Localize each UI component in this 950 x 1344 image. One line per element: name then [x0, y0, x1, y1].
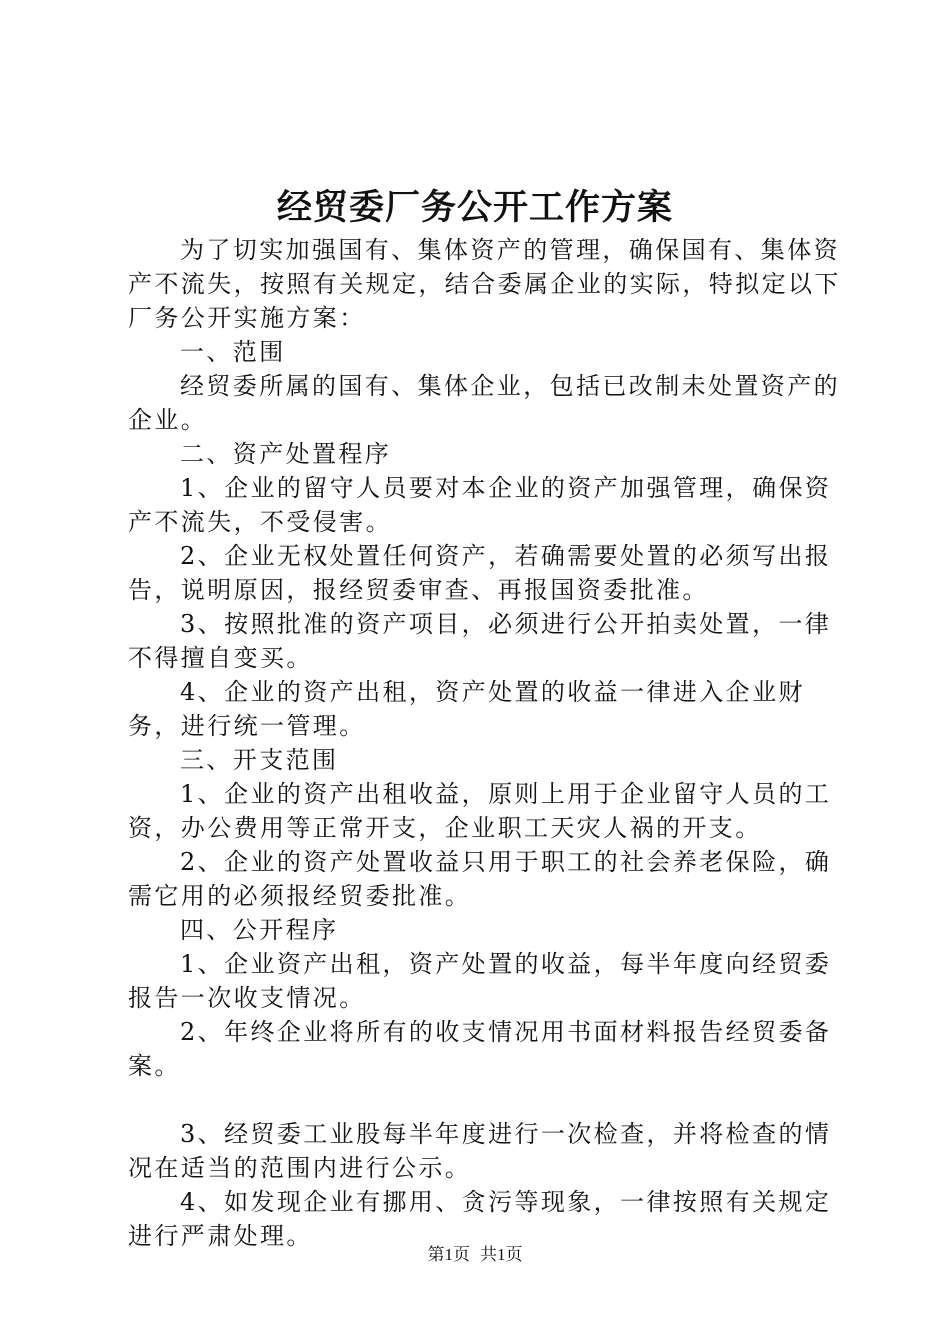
- page-number: 第1页: [427, 1245, 470, 1264]
- section-heading-asset-disposal: 二、资产处置程序: [180, 440, 392, 468]
- page-total: 共1页: [480, 1245, 523, 1264]
- expenditure-item-2: 2、企业的资产处置收益只用于职工的社会养老保险，确需它用的必须报经贸委批准。: [128, 848, 832, 910]
- disclosure-item-3: 3、经贸委工业股每半年度进行一次检查，并将检查的情况在适当的范围内进行公示。: [128, 1120, 832, 1182]
- document-body: [128, 233, 848, 1253]
- section-heading-expenditure: 三、开支范围: [180, 746, 339, 774]
- disclosure-item-2: 2、年终企业将所有的收支情况用书面材料报告经贸委备案。: [128, 1018, 832, 1080]
- asset-disposal-item-2: 2、企业无权处置任何资产，若确需要处置的必须写出报告，说明原因，报经贸委审查、再报国资委批准。: [128, 542, 832, 604]
- asset-disposal-item-1: 1、企业的留守人员要对本企业的资产加强管理，确保资产不流失，不受侵害。: [128, 474, 832, 536]
- disclosure-item-1: 1、企业资产出租，资产处置的收益，每半年度向经贸委报告一次收支情况。: [128, 950, 832, 1012]
- asset-disposal-item-3: 3、按照批准的资产项目，必须进行公开拍卖处置，一律不得擅自变买。: [128, 610, 832, 672]
- page-footer: [0, 1243, 950, 1267]
- section-heading-scope: 一、范围: [180, 338, 286, 366]
- section-heading-disclosure: 四、公开程序: [180, 916, 339, 944]
- scope-paragraph: 经贸委所属的国有、集体企业，包括已改制未处置资产的企业。: [128, 372, 840, 434]
- disclosure-item-4: 4、如发现企业有挪用、贪污等现象，一律按照有关规定进行严肃处理。: [128, 1188, 832, 1250]
- asset-disposal-item-4: 4、企业的资产出租，资产处置的收益一律进入企业财务，进行统一管理。: [128, 678, 805, 740]
- intro-paragraph: 为了切实加强国有、集体资产的管理，确保国有、集体资产不流失，按照有关规定，结合委属企业的实际，特拟定以下厂务公开实施方案：: [128, 236, 841, 332]
- document-title: 经贸委厂务公开工作方案: [276, 187, 673, 228]
- expenditure-item-1: 1、企业的资产出租收益，原则上用于企业留守人员的工资，办公费用等正常开支，企业职工天灾人祸的开支。: [128, 780, 832, 842]
